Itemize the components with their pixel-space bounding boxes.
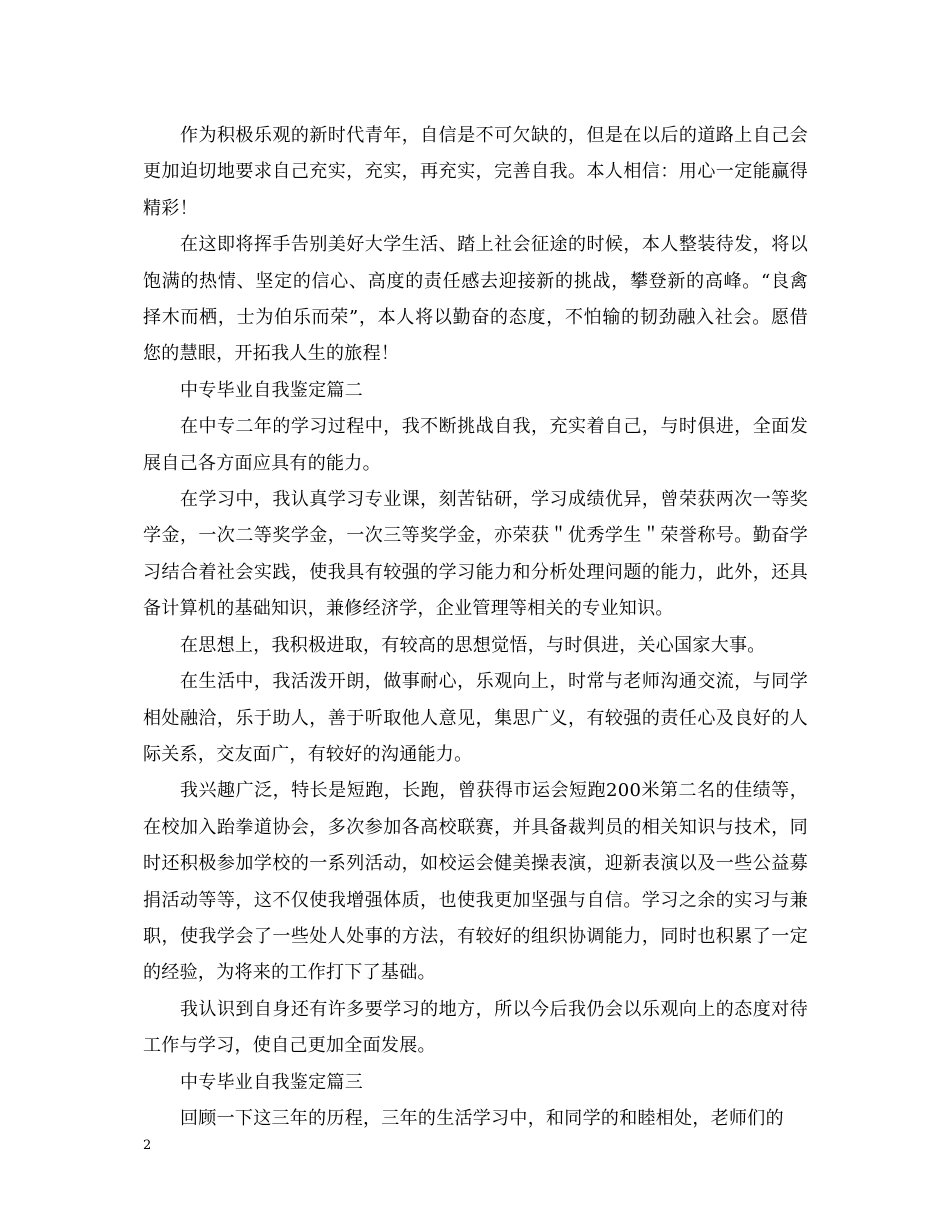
section-heading-part-two: 中专毕业自我鉴定篇二 xyxy=(180,379,363,401)
paragraph-thought: 在思想上，我积极进取，有较高的思想觉悟，与时俱进，关心国家大事。 xyxy=(180,634,766,656)
paragraph-life: 在生活中，我活泼开朗，做事耐心，乐观向上，时常与老师沟通交流，与同学相处融洽，乐于助人，善于听取他人意见，集思广义，有较强的责任心及良好的人际关系，交友面广，有较好的沟通能力。 xyxy=(143,671,808,765)
section-heading-part-three: 中专毕业自我鉴定篇三 xyxy=(180,1071,363,1093)
paragraph-farewell: 在这即将挥手告别美好大学生活、踏上社会征途的时候，本人整装待发，将以饱满的热情、坚定的信心、高度的责任感去迎接新的挑战，攀登新的高峰。“良禽择木而栖，士为伯乐而荣”，本人将以勤奋的态度，不怕输的韧劲融入社会。愿借您的慧眼，开拓我人生的旅程！ xyxy=(143,234,808,365)
paragraph-confidence: 作为积极乐观的新时代青年，自信是不可欠缺的，但是在以后的道路上自己会更加迫切地要求自己充实，充实，再充实，完善自我。本人相信：用心一定能赢得精彩！ xyxy=(143,125,808,219)
paragraph-study: 在学习中，我认真学习专业课，刻苦钻研，学习成绩优异，曾荣获两次一等奖学金，一次二等奖学金，一次三等奖学金，亦荣获＂优秀学生＂荣誉称号。勤奋学习结合着社会实践，使我具有较强的学习能力和分析处理问题的能力，此外，还具备计算机的基础知识，兼修经济学，企业管理等相关的专业知识。 xyxy=(143,489,808,620)
paragraph-interests: 我兴趣广泛，特长是短跑，长跑，曾获得市运会短跑200米第二名的佳绩等，在校加入跆拳道协会，多次参加各高校联赛，并具备裁判员的相关知识与技术，同时还积极参加学校的一系列活动，如校运会健美操表演，迎新表演以及一些公益募捐活动等等，这不仅使我增强体质，也使我更加坚强与自信。学习之余的实习与兼职，使我学会了一些处人处事的方法，有较好的组织协调能力，同时也积累了一定的经验，为将来的工作打下了基础。 xyxy=(143,780,808,984)
paragraph-review: 回顾一下这三年的历程，三年的生活学习中，和同学的和睦相处，老师们的 xyxy=(180,1107,784,1129)
document-body xyxy=(143,118,808,1137)
page-number: 2 xyxy=(143,1138,152,1153)
paragraph-intro-two: 在中专二年的学习过程中，我不断挑战自我，充实着自己，与时俱进，全面发展自己各方面应具有的能力。 xyxy=(143,416,808,474)
paragraph-outlook: 我认识到自身还有许多要学习的地方，所以今后我仍会以乐观向上的态度对待工作与学习，使自己更加全面发展。 xyxy=(143,998,808,1057)
